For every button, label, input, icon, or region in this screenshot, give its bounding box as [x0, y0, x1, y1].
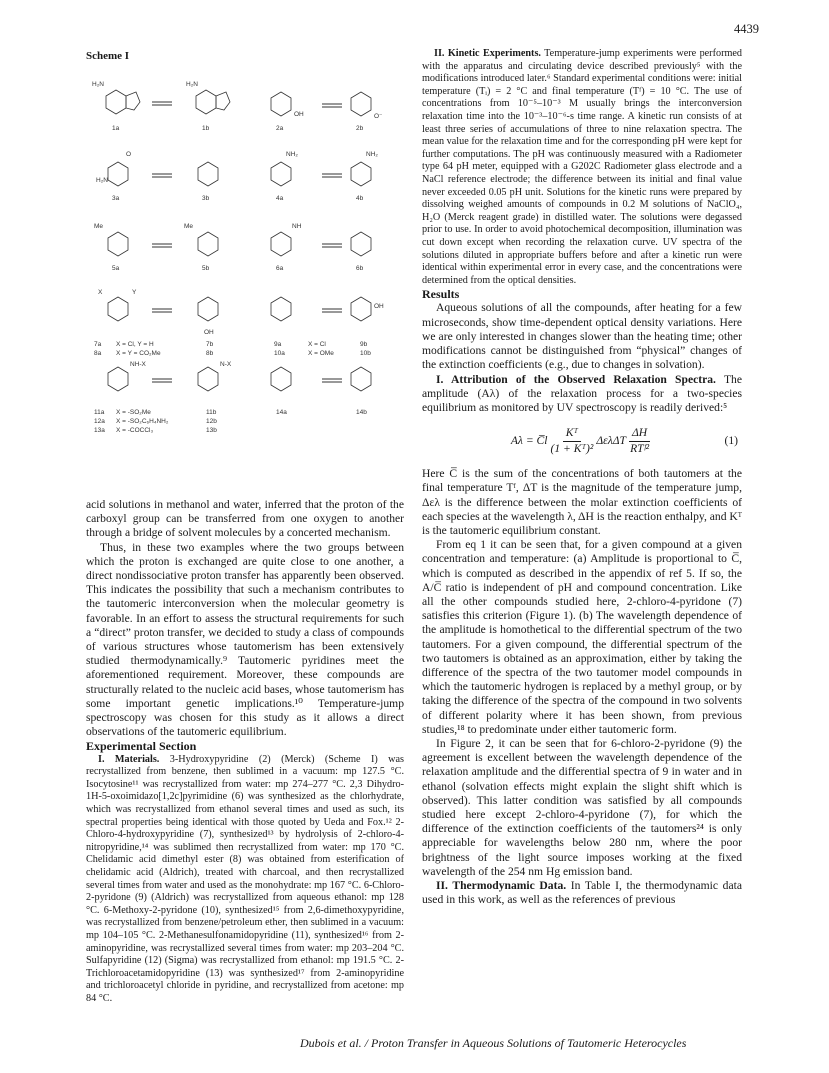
- compound-substituent: X = Cl, Y = H: [116, 341, 154, 348]
- compound-label: 7a: [94, 341, 102, 348]
- compound-label: 13a: [94, 427, 105, 434]
- equation-middle: ΔελΔT: [596, 434, 626, 447]
- compound-labels: [94, 125, 371, 434]
- compound-label: 4a: [276, 195, 284, 202]
- atom-y: Y: [132, 289, 137, 296]
- compound-label: 2b: [356, 125, 364, 132]
- compound-substituent: X = Y = CO₂Me: [116, 350, 161, 357]
- materials-lead: I. Materials.: [98, 753, 160, 765]
- compound-label: 3b: [202, 195, 210, 202]
- compound-label: 2a: [276, 125, 284, 132]
- atom-nx: N-X: [220, 361, 232, 368]
- scheme-figure: [86, 68, 406, 498]
- atom-h2n: H₂N: [186, 81, 198, 88]
- atom-o-minus: O⁻: [374, 113, 383, 120]
- atom-o: O: [126, 151, 132, 158]
- compound-substituent: X = -SO₂C₆H₄NH₂: [116, 418, 169, 425]
- page-number: 4439: [734, 22, 759, 36]
- compound-label: 6b: [356, 265, 364, 272]
- kinetic-text: Temperature-jump experiments were performed with the apparatus and circulating device described previously⁵ with the modifications introduced later.⁶ Standard experimental conditions were: initial temperature (Tᵢ) = 2 °C and final temperature (Tᶠ) = 10 °C. The use of concentrations from 10⁻⁵–10⁻³ M usually brings the interconversion relaxation time into the 10⁻³–10⁻⁶-s time range. A kinetic run consists of at least three series of accumulations of three to nine relaxation spectra. The mean value for the relaxation time and for the corresponding pH were kept for further computations. The pH was continuously measured with a Radiometer type 64 pH meter, equipped with a G202C Radiometer glass electrode and a NaCl reference electrode; the difference between its initial and final value never exceeded 0.05 pH unit. Solutions for the kinetic runs were prepared by dissolving weighed amounts of compounds in 0.2 M solutions of NaClO₄, H₂O (Merck reagent grade) in distilled water. The solutions were degassed prior to use. In order to avoid photochemical decomposition, illumination was cut down except when recording the relaxation curve. UV spectra of the solutions diluted in appropriate buffers before and after a kinetic run were identical within experimental error in every case, and the concentrations were determined from the optical densities.: [422, 48, 742, 286]
- atom-labels: [92, 81, 384, 368]
- compound-label: 4b: [356, 195, 364, 202]
- attribution-lead: I. Attribution of the Observed Relaxation Spectra.: [436, 372, 716, 386]
- atom-me: Me: [184, 223, 194, 230]
- left-column: [86, 498, 404, 1006]
- equation-denominator: (1 + Kᵀ)²: [550, 441, 594, 455]
- scheme-structures: [86, 68, 406, 498]
- body-paragraph: Thus, in these two examples where the two groups between which the proton is exchanged are quite close to one another, a direct nondissociative proton transfer has apparently been observed. This indicates the possibility that such a mechanism contributes to the tautomeric interconversion when the molecular geometry is favorable. In an effort to assess the structural requirements for such a “direct” proton transfer, we decided to study a class of compounds of various structures whose tautomerism has been extensively studied thermodynamically.⁹ Tautomeric pyridines meet the aforementioned requirement. Moreover, these compounds are structurally related to the nucleic acid bases, whose tautomerism has some important genetic implications.¹⁰ Temperature-jump spectroscopy was chosen for this study as it allows a direct observations of the tautomeric equilibrium.: [86, 540, 404, 739]
- compound-label: 6a: [276, 265, 284, 272]
- compound-label: 12b: [206, 418, 217, 425]
- kinetic-lead: II. Kinetic Experiments.: [434, 48, 541, 59]
- compound-label: 10a: [274, 350, 285, 357]
- atom-me: Me: [94, 223, 104, 230]
- attribution-text: The amplitude (Aλ) of the relaxation process for a two-species equilibrium as monitored by UV spectroscopy is readily derived:⁵: [422, 372, 742, 414]
- materials-paragraph: [86, 754, 404, 1006]
- equation-fraction: [551, 426, 594, 455]
- right-column: [422, 48, 742, 907]
- equation-fraction: [629, 426, 650, 455]
- kinetic-paragraph: [422, 48, 742, 287]
- equation-numerator: Kᵀ: [563, 426, 581, 441]
- compound-label: 1a: [112, 125, 120, 132]
- body-paragraph: From eq 1 it can be seen that, for a given compound at a given concentration and temperature: (a) Amplitude is proportional to C̅, which is computed as described in the appendix of ref 5. If so, the A/C̅ ratio is independent of pH and compound concentration. Like all the other compounds studied here, 2-chloro-4-pyridone (7) satisfies this criterion (Figure 1). (b) The wavelength dependence of the amplitude is homothetical to the differential spectrum of the two tautomers. For a given compound, the differential spectrum of the two tautomers is obtained as an approximation, either by taking the difference of the spectra of the two tautomer model compounds in which the tautomeric hydrogen is replaced by a methyl group, or by taking the difference of the spectra of the compound in two solvents of different polarity where it has been shown, from previous studies,¹⁸ to predominate under either tautomeric form.: [422, 538, 742, 736]
- atom-nh: NH: [292, 223, 302, 230]
- results-heading: Results: [422, 287, 460, 302]
- compound-label: 10b: [360, 350, 371, 357]
- atom-oh: OH: [294, 111, 304, 118]
- compound-label: 11b: [206, 409, 217, 416]
- body-paragraph: In Figure 2, it can be seen that for 6-chloro-2-pyridone (9) the agreement is excellent between the wavelength dependence of the relaxation amplitude and the differential spectra of 9 in water and in ethanol (solvation effects might explain the slight shift which is observed). This latter condition was satisfied by all compounds studied here except 2-chloro-4-pyridone (7), for which the difference of the extinction coefficients of the tautomers²⁴ is only appreciable for wavelengths below 280 nm, where the poor brightness of the light source imposes working at the fixed wavelength of the 254 nm Hg emission band.: [422, 736, 742, 878]
- thermo-lead: II. Thermodynamic Data.: [436, 879, 567, 892]
- compound-label: 3a: [112, 195, 120, 202]
- compound-substituent: X = -SO₂Me: [116, 409, 151, 416]
- atom-nh2: NH₂: [366, 151, 378, 158]
- compound-label: 14a: [276, 409, 287, 416]
- body-paragraph: Here C̅ is the sum of the concentrations of both tautomers at the final temperature Tᶠ, ΔT is the magnitude of the temperature jump, Δελ is the difference between the molar extinction coefficients of each species at the wavelength λ, ΔH is the reaction enthalpy, and Kᵀ is the tautomeric equilibrium constant.: [422, 467, 742, 537]
- equation-1: [422, 421, 742, 461]
- compound-label: 8b: [206, 350, 214, 357]
- section-heading: Experimental Section: [86, 739, 197, 754]
- equation-numerator: ΔH: [629, 426, 650, 441]
- scheme-title: Scheme I: [86, 50, 130, 62]
- running-footer: Dubois et al. / Proton Transfer in Aqueous Solutions of Tautomeric Heterocycles: [300, 1036, 687, 1050]
- equilibrium-arrows: [152, 102, 342, 382]
- equation-denominator: RTᶠ²: [630, 441, 650, 455]
- atom-nh2: NH₂: [286, 151, 298, 158]
- compound-label: 9b: [360, 341, 368, 348]
- compound-label: 14b: [356, 409, 367, 416]
- atom-oh: OH: [374, 303, 384, 310]
- compound-substituent: X = Cl: [308, 341, 326, 348]
- materials-text: 3-Hydroxypyridine (2) (Merck) (Scheme I) was recrystallized from benzene, then sublimed in a vacuum: mp 127.5 °C. Isocytosine¹¹ was recrystallized from water: mp 274–277 °C. 2,3 Dihydro-1H-5-oxoimidazo[1,2c]pyrimidine (6) was synthesized as the chlorhydrate, which was recrystallized from ethanol several times and used as such, its spectral properties being identical with those quoted by Ueda and Fox.¹² 2-Chloro-4-hydroxypyridine (7), synthesized¹³ by hydrolysis of 2-chloro-4-nitropyridine,¹⁴ was sublimed then recrystallized from water: mp 170 °C. Chelidamic acid dimethyl ester (8) was obtained from esterification of chelidamic acid (Aldrich), treated with charcoal, and then recrystallized several times from water and used as the monohydrate: mp 167 °C. 6-Chloro-2-pyridone (9) (Aldrich) was recrystallized from aqueous ethanol: mp 128 °C. 6-Methoxy-2-pyridone (10), synthesized¹⁵ from 2,6-dimethoxypyridine, was recrystallized from benzene/petroleum ether, then sublimed in a vacuum: mp 104–105 °C. 2-Methanesulfonamidopyridine (11), synthesized¹⁶ from 2-aminopyridine, was recrystallized several times from water: mp 203–204 °C. Sulfapyridine (12) (Sigma) was recrystallized from ethanol: mp 191.5 °C. 2-Trichloroacetamidopyridine (13) was synthesized¹⁷ from 2-aminopyridine and trichloroacetyl chloride in pyridine, and recrystallized from acetone: mp 84 °C.: [86, 753, 404, 1004]
- body-paragraph: acid solutions in methanol and water, inferred that the proton of the carboxyl group can be transferred from one oxygen to another through a bridge of solvent molecules by a concerted mechanism.: [86, 498, 404, 540]
- compound-label: 9a: [274, 341, 282, 348]
- compound-label: 5b: [202, 265, 210, 272]
- equation-lhs: Aλ = C̅l: [510, 434, 548, 447]
- atom-nhx: NH-X: [130, 361, 146, 368]
- atom-x: X: [98, 289, 103, 296]
- thermo-text: In Table I, the thermodynamic data used in this work, as well as the references of previous: [422, 879, 742, 907]
- compound-label: 12a: [94, 418, 105, 425]
- compound-label: 11a: [94, 409, 105, 416]
- compound-label: 1b: [202, 125, 210, 132]
- compound-substituent: X = OMe: [308, 350, 334, 357]
- compound-label: 13b: [206, 427, 217, 434]
- equation-number: (1): [724, 434, 738, 447]
- atom-oh: OH: [204, 329, 214, 336]
- compound-label: 5a: [112, 265, 120, 272]
- atom-h2n: H₂N: [96, 177, 108, 184]
- compound-label: 7b: [206, 341, 214, 348]
- atom-h2n: H₂N: [92, 81, 104, 88]
- compound-substituent: X = -COCCl₃: [116, 427, 154, 434]
- compound-label: 8a: [94, 350, 102, 357]
- body-paragraph: Aqueous solutions of all the compounds, after heating for a few microseconds, show time-dependent optical density variations. Here we are only interested in changes slower than the heating time; other modifications cannot be distinguished from “physical” changes of the extinction coefficients (e.g., due to changes in solvation).: [422, 301, 742, 372]
